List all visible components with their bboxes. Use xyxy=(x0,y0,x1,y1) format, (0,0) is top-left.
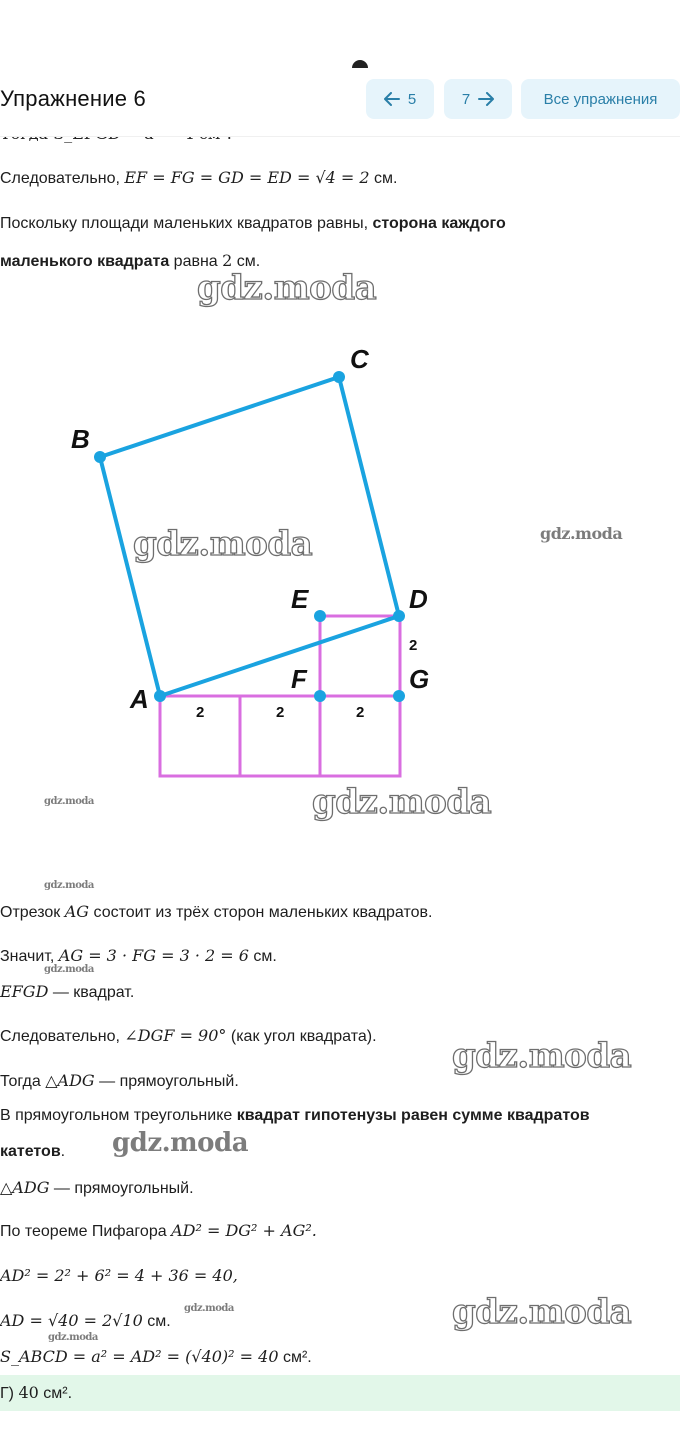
label-e: E xyxy=(291,584,309,614)
exercise-header xyxy=(0,60,680,137)
text-line: AD² = 2² + 6² = 4 + 36 = 40, xyxy=(0,1266,238,1285)
label-a: A xyxy=(130,684,149,714)
next-exercise-button[interactable] xyxy=(444,79,512,119)
point-e xyxy=(314,610,326,622)
text-line: EFGD — квадрат. xyxy=(0,982,135,1001)
watermark: gdz.moda xyxy=(44,964,94,975)
watermark: gdz.moda xyxy=(452,1292,632,1332)
text-line: катетов. xyxy=(0,1143,66,1160)
text-line: S_ABCD = a² = AD² = (√40)² = 40 см². xyxy=(0,1347,312,1366)
point-b xyxy=(94,451,106,463)
text-line: △ADG — прямоугольный. xyxy=(0,1178,194,1197)
watermark: gdz.moda xyxy=(44,796,94,807)
label-g: G xyxy=(409,664,430,694)
side-label: 2 xyxy=(276,704,285,721)
watermark: gdz.moda xyxy=(112,1128,249,1158)
label-c: C xyxy=(350,344,369,374)
watermark: gdz.moda xyxy=(540,524,623,543)
small-squares xyxy=(160,616,400,776)
math-formula: EF = FG = GD = ED = √4 = 2 xyxy=(124,168,370,187)
geometry-figure xyxy=(0,320,680,840)
watermark: gdz.moda xyxy=(184,1303,234,1314)
watermark: gdz.moda xyxy=(197,268,377,308)
text-line: Следовательно, EF = FG = GD = ED = √4 = 2 см. xyxy=(0,168,398,187)
arrow-right-icon xyxy=(478,92,494,106)
answer-box xyxy=(0,1375,680,1411)
next-exercise-label: 7 xyxy=(461,90,471,108)
watermark: gdz.moda xyxy=(133,524,313,564)
text-line: Значит, AG = 3 · FG = 3 · 2 = 6 см. xyxy=(0,946,277,965)
text-line: Отрезок AG состоит из трёх сторон маленьких квадратов. xyxy=(0,902,433,921)
text-line: Тогда △ADG — прямоугольный. xyxy=(0,1071,239,1090)
text-line: По теореме Пифагора AD² = DG² + AG². xyxy=(0,1221,317,1240)
prev-exercise-label: 5 xyxy=(407,90,417,108)
text-line: маленького квадрата равна 2 см. xyxy=(0,251,261,270)
text-line: В прямоугольном треугольнике квадрат гипотенузы равен сумме квадратов xyxy=(0,1107,590,1124)
point-g xyxy=(393,690,405,702)
label-b: B xyxy=(71,424,90,454)
prev-exercise-button[interactable] xyxy=(366,79,434,119)
watermark: gdz.moda xyxy=(44,880,94,891)
all-exercises-button[interactable]: Все упражнения xyxy=(521,79,680,119)
side-label: 2 xyxy=(356,704,365,721)
label-d: D xyxy=(409,584,428,614)
point-d xyxy=(393,610,405,622)
text-line: Поскольку площади маленьких квадратов равны, сторона каждого xyxy=(0,215,506,232)
text-line: AD = √40 = 2√10 см. xyxy=(0,1311,171,1330)
point-c xyxy=(333,371,345,383)
answer-text: Г) 40 см². xyxy=(0,1383,73,1402)
watermark: gdz.moda xyxy=(452,1036,632,1076)
side-label: 2 xyxy=(409,637,418,654)
text-line: Следовательно, ∠DGF = 90° (как угол квадрата). xyxy=(0,1026,377,1045)
page-title: Упражнение 6 xyxy=(0,86,146,111)
point-a xyxy=(154,690,166,702)
arrow-left-icon xyxy=(384,92,400,106)
watermark: gdz.moda xyxy=(48,1332,98,1343)
side-label: 2 xyxy=(196,704,205,721)
label-f: F xyxy=(291,664,307,694)
watermark: gdz.moda xyxy=(312,782,492,822)
point-f xyxy=(314,690,326,702)
